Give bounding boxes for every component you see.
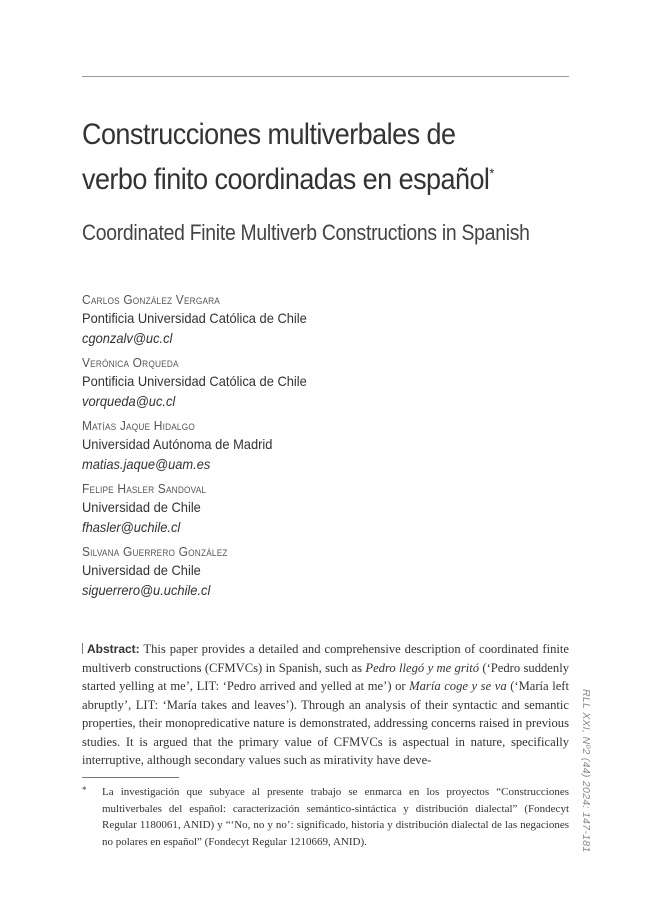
author-name: Carlos González Vergara [82, 292, 221, 307]
footnote-text: La investigación que subyace al presente trabajo se enmarca en los proyectos “Construcciones multiverbales del español: caracterización semántico-sintáctica y distribución dialectal” (Fondecyt Regular 1180061, ANID) y “‘No, no y no’: significado, historia y distribución dialectal de las negaciones no polares en español” (Fondecyt Regular 1210669, ANID). [102, 786, 569, 848]
author-name: Verónica Orqueda [82, 355, 179, 370]
author-block [82, 354, 482, 411]
author-block [82, 291, 482, 348]
author-block [82, 417, 482, 474]
author-block [82, 480, 482, 537]
abstract-text-1: This paper provides a detailed and comprehensive description of coordinated finite multiverb constructions (CFMVCs) in Spanish, such as [82, 642, 569, 675]
author-name: Felipe Hasler Sandoval [82, 481, 207, 496]
title-footnote-mark[interactable]: * [489, 165, 494, 181]
author-name: Matías Jaque Hidalgo [82, 418, 195, 433]
title-line-1: Construcciones multiverbales de [82, 118, 456, 151]
abstract-example-2: María coge y se va [409, 679, 507, 693]
author-affiliation: Universidad Autónoma de Madrid [82, 436, 273, 452]
author-email[interactable]: siguerrero@u.uchile.cl [82, 582, 211, 598]
author-email[interactable]: matias.jaque@uam.es [82, 456, 211, 472]
author-affiliation: Pontificia Universidad Católica de Chile [82, 373, 307, 389]
author-email[interactable]: vorqueda@uc.cl [82, 393, 176, 409]
footnote [82, 784, 569, 850]
article-title [82, 115, 532, 199]
footnote-rule [82, 777, 179, 778]
author-email[interactable]: cgonzalv@uc.cl [82, 330, 173, 346]
author-list [82, 291, 482, 606]
footnote-mark: * [82, 785, 87, 795]
journal-citation: RLL XXI, Nº2 (44) 2024: 147-181 [580, 689, 592, 853]
abstract-text-3: (‘María left abruptly’, LIT: ‘María takes and leaves’). Through an analysis of their syntactic and semantic properties, their monopredicative nature is demonstrated, addressing concerns raised in previous studies. It is argued that the primary value of CFMVCs is aspectual in nature, specifically interruptive, although secondary values such as mirativity have deve- [82, 679, 569, 767]
author-email[interactable]: fhasler@uchile.cl [82, 519, 181, 535]
abstract-example-1: Pedro llegó y me gritó [365, 660, 480, 675]
top-rule [82, 76, 569, 77]
abstract [82, 640, 569, 770]
title-line-2 [82, 154, 532, 199]
abstract-bar [82, 643, 83, 654]
author-name: Silvana Guerrero González [82, 544, 228, 559]
abstract-text-2: (‘Pedro suddenly started yelling at me’, LIT: ‘Pedro arrived and yelled at me’) or [82, 660, 569, 693]
author-affiliation: Universidad de Chile [82, 499, 201, 515]
author-block [82, 543, 482, 600]
title-line-2-text: verbo finito coordinadas en español [82, 163, 490, 196]
author-affiliation: Universidad de Chile [82, 562, 201, 578]
author-affiliation: Pontificia Universidad Católica de Chile [82, 310, 307, 326]
article-subtitle: Coordinated Finite Multiverb Constructions in Spanish [82, 220, 530, 245]
abstract-label: Abstract: [87, 642, 140, 656]
